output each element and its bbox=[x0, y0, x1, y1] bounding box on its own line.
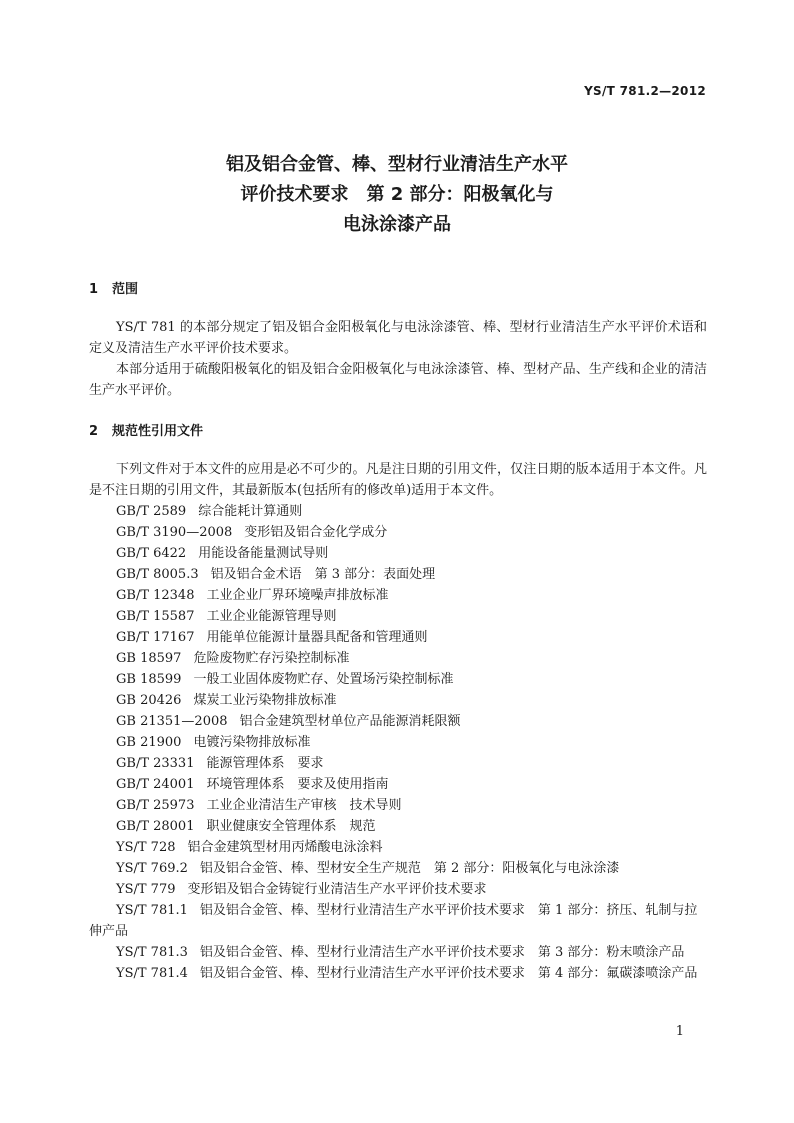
reference-code: YS/T 769.2 bbox=[116, 861, 188, 876]
reference-code: GB 20426 bbox=[116, 693, 182, 708]
reference-title: 综合能耗计算通则 bbox=[198, 504, 303, 519]
reference-item bbox=[89, 501, 707, 522]
section-title: 范围 bbox=[112, 282, 139, 297]
reference-title: 用能设备能量测试导则 bbox=[198, 546, 329, 561]
reference-code: GB/T 8005.3 bbox=[116, 567, 199, 582]
reference-title: 工业企业清洁生产审核 技术导则 bbox=[206, 798, 402, 813]
section-1-heading bbox=[89, 280, 707, 300]
reference-title: 铝合金建筑型材单位产品能源消耗限额 bbox=[239, 714, 461, 729]
document-body bbox=[89, 280, 707, 984]
title-line-1: 铝及铝合金管、棒、型材行业清洁生产水平 bbox=[226, 154, 568, 175]
reference-item bbox=[89, 690, 707, 711]
reference-title: 煤炭工业污染物排放标准 bbox=[193, 693, 337, 708]
reference-title: 工业企业厂界环境噪声排放标准 bbox=[206, 588, 389, 603]
scope-paragraph: 本部分适用于硫酸阳极氧化的铝及铝合金阳极氧化与电泳涂漆管、棒、型材产品、生产线和企业的清洁生产水平评价。 bbox=[89, 362, 707, 398]
reference-title: 铝合金建筑型材用丙烯酸电泳涂料 bbox=[187, 840, 383, 855]
reference-code: YS/T 779 bbox=[116, 882, 176, 897]
reference-item bbox=[89, 669, 707, 690]
reference-item bbox=[89, 585, 707, 606]
reference-title: 铝及铝合金管、棒、型材行业清洁生产水平评价技术要求 第 3 部分：粉末喷涂产品 bbox=[199, 945, 685, 960]
scope-paragraph: YS/T 781 的本部分规定了铝及铝合金阳极氧化与电泳涂漆管、棒、型材行业清洁生产水平评价术语和定义及清洁生产水平评价技术要求。 bbox=[89, 320, 707, 356]
reference-title: 铝及铝合金管、棒、型材安全生产规范 第 2 部分：阳极氧化与电泳涂漆 bbox=[199, 861, 620, 876]
reference-item bbox=[89, 711, 707, 732]
reference-item bbox=[89, 522, 707, 543]
reference-item bbox=[89, 564, 707, 585]
reference-item bbox=[89, 879, 707, 900]
reference-code: GB/T 24001 bbox=[116, 777, 195, 792]
title-line-3: 电泳涂漆产品 bbox=[343, 214, 451, 235]
reference-code: GB 18599 bbox=[116, 672, 182, 687]
document-title bbox=[0, 150, 794, 240]
reference-item bbox=[89, 900, 707, 942]
reference-code: GB/T 28001 bbox=[116, 819, 195, 834]
reference-item bbox=[89, 627, 707, 648]
reference-code: GB 21351—2008 bbox=[116, 714, 228, 729]
reference-list bbox=[89, 501, 707, 984]
reference-item bbox=[89, 795, 707, 816]
reference-code: GB/T 15587 bbox=[116, 609, 195, 624]
title-line-2: 评价技术要求 第 2 部分：阳极氧化与 bbox=[240, 184, 554, 205]
reference-item bbox=[89, 606, 707, 627]
reference-title: 铝及铝合金术语 第 3 部分：表面处理 bbox=[210, 567, 436, 582]
reference-item bbox=[89, 816, 707, 837]
reference-title: 环境管理体系 要求及使用指南 bbox=[206, 777, 389, 792]
reference-code: GB 21900 bbox=[116, 735, 182, 750]
reference-item bbox=[89, 753, 707, 774]
section-2-heading bbox=[89, 422, 707, 442]
reference-item bbox=[89, 858, 707, 879]
reference-code: GB/T 17167 bbox=[116, 630, 195, 645]
reference-item bbox=[89, 942, 707, 963]
reference-item bbox=[89, 648, 707, 669]
reference-title: 铝及铝合金管、棒、型材行业清洁生产水平评价技术要求 第 1 部分：挤压、轧制与拉伸产品 bbox=[89, 903, 698, 939]
reference-title: 变形铝及铝合金化学成分 bbox=[244, 525, 388, 540]
reference-code: GB/T 6422 bbox=[116, 546, 187, 561]
reference-code: GB/T 23331 bbox=[116, 756, 195, 771]
reference-code: YS/T 781.1 bbox=[116, 903, 188, 918]
reference-title: 能源管理体系 要求 bbox=[206, 756, 324, 771]
reference-title: 工业企业能源管理导则 bbox=[206, 609, 337, 624]
reference-code: GB/T 25973 bbox=[116, 798, 195, 813]
reference-title: 电镀污染物排放标准 bbox=[193, 735, 311, 750]
reference-item bbox=[89, 732, 707, 753]
reference-title: 职业健康安全管理体系 规范 bbox=[206, 819, 376, 834]
reference-title: 用能单位能源计量器具配备和管理通则 bbox=[206, 630, 428, 645]
reference-title: 一般工业固体废物贮存、处置场污染控制标准 bbox=[193, 672, 454, 687]
reference-code: GB/T 12348 bbox=[116, 588, 195, 603]
standard-code: YS/T 781.2—2012 bbox=[584, 84, 706, 98]
reference-item bbox=[89, 963, 707, 984]
reference-code: GB/T 2589 bbox=[116, 504, 187, 519]
section-title: 规范性引用文件 bbox=[112, 424, 204, 439]
reference-item bbox=[89, 837, 707, 858]
reference-code: YS/T 781.4 bbox=[116, 966, 188, 981]
reference-code: YS/T 728 bbox=[116, 840, 176, 855]
section-number: 2 bbox=[89, 424, 99, 439]
reference-item bbox=[89, 543, 707, 564]
reference-code: GB 18597 bbox=[116, 651, 182, 666]
reference-item bbox=[89, 774, 707, 795]
reference-code: YS/T 781.3 bbox=[116, 945, 188, 960]
reference-title: 变形铝及铝合金铸锭行业清洁生产水平评价技术要求 bbox=[187, 882, 487, 897]
reference-code: GB/T 3190—2008 bbox=[116, 525, 233, 540]
reference-title: 危险废物贮存污染控制标准 bbox=[193, 651, 350, 666]
page-number: 1 bbox=[675, 1024, 684, 1039]
reference-title: 铝及铝合金管、棒、型材行业清洁生产水平评价技术要求 第 4 部分：氟碳漆喷涂产品 bbox=[199, 966, 698, 981]
section-number: 1 bbox=[89, 282, 99, 297]
references-intro: 下列文件对于本文件的应用是必不可少的。凡是注日期的引用文件，仅注日期的版本适用于本文件。凡是不注日期的引用文件，其最新版本(包括所有的修改单)适用于本文件。 bbox=[89, 462, 707, 498]
